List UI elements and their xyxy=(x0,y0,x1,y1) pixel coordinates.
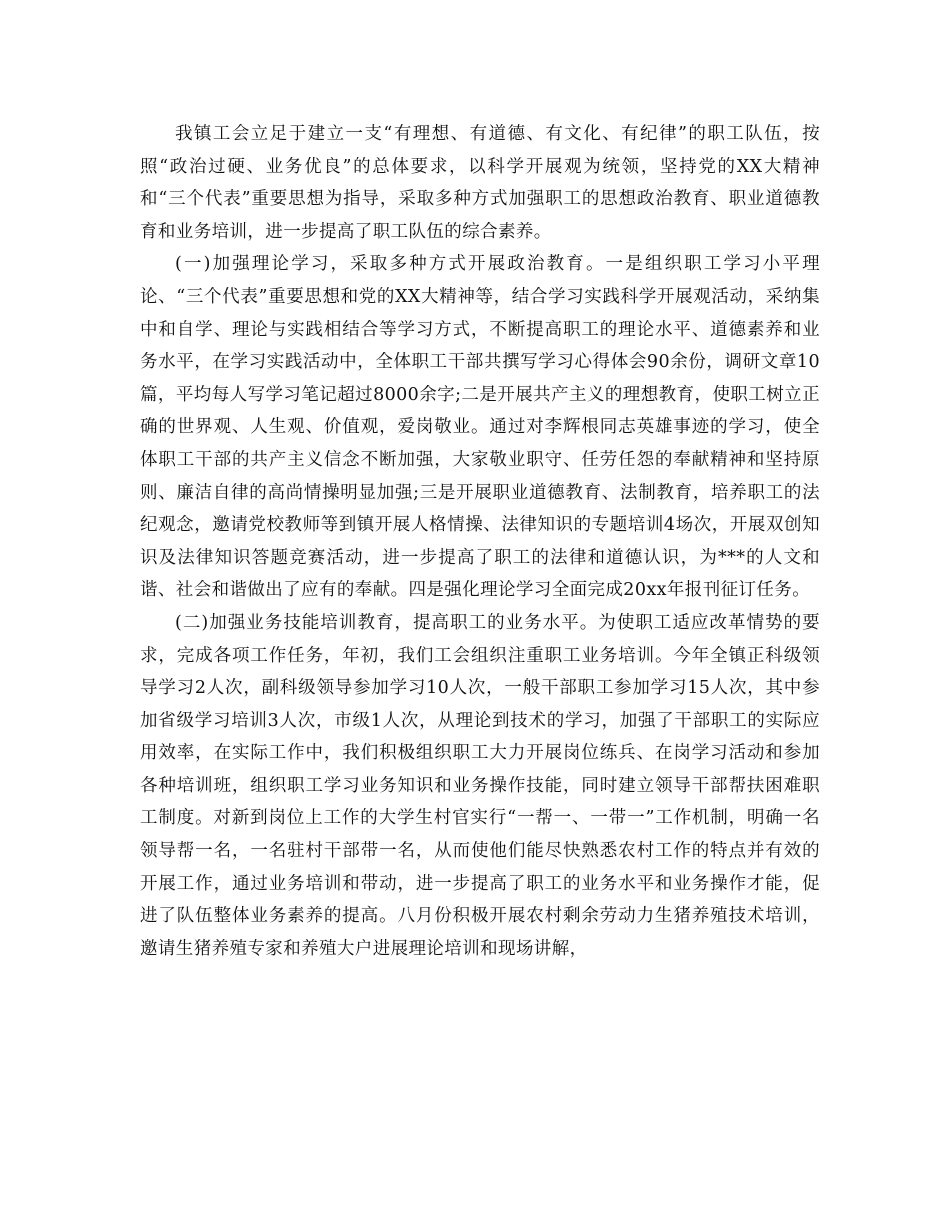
intro-paragraph: 我镇工会立足于建立一支“有理想、有道德、有文化、有纪律”的职工队伍，按照“政治过硬、业务优良”的总体要求，以科学开展观为统领，坚持党的XX大精神和“三个代表”重要思想为指导，采取多种方式加强职工的思想政治教育、职业道德教育和业务培训，进一步提高了职工队伍的综合素养。 xyxy=(140,124,820,242)
skills-training-paragraph: (二)加强业务技能培训教育，提高职工的业务水平。为使职工适应改革情势的要求，完成各项工作任务，年初，我们工会组织注重职工业务培训。今年全镇正科级领导学习2人次，副科级领导参加学习10人次，一般干部职工参加学习15人次，其中参加省级学习培训3人次，市级1人次，从理论到技术的学习，加强了干部职工的实际应用效率，在实际工作中，我们积极组织职工大力开展岗位练兵、在岗学习活动和参加各种培训班，组织职工学习业务知识和业务操作技能，同时建立领导干部帮扶困难职工制度。对新到岗位上工作的大学生村官实行“一帮一、一带一”工作机制，明确一名领导帮一名，一名驻村干部带一名，从而使他们能尽快熟悉农村工作的特点并有效的开展工作，通过业务培训和带动，进一步提高了职工的业务水平和业务操作才能，促进了队伍整体业务素养的提高。八月份积极开展农村剩余劳动力生猪养殖技术培训，邀请生猪养殖专家和养殖大户进展理论培训和现场讲解， xyxy=(140,612,820,959)
theory-study-paragraph: (一)加强理论学习，采取多种方式开展政治教育。一是组织职工学习小平理论、“三个代表”重要思想和党的XX大精神等，结合学习实践科学开展观活动，采纳集中和自学、理论与实践相结合等学习方式，不断提高职工的理论水平、道德素养和业务水平，在学习实践活动中，全体职工干部共撰写学习心得体会90余份，调研文章10篇，平均每人写学习笔记超过8000余字;二是开展共产主义的理想教育，使职工树立正确的世界观、人生观、价值观，爱岗敬业。通过对李辉根同志英雄事迹的学习，使全体职工干部的共产主义信念不断加强，大家敬业职守、任劳任怨的奉献精神和坚持原则、廉洁自律的高尚情操明显加强;三是开展职业道德教育、法制教育，培养职工的法纪观念，邀请党校教师等到镇开展人格情操、法律知识的专题培训4场次，开展双创知识及法律知识答题竞赛活动，进一步提高了职工的法律和道德认识，为***的人文和谐、社会和谐做出了应有的奉献。四是强化理论学习全面完成20xx年报刊征订任务。 xyxy=(140,254,820,601)
